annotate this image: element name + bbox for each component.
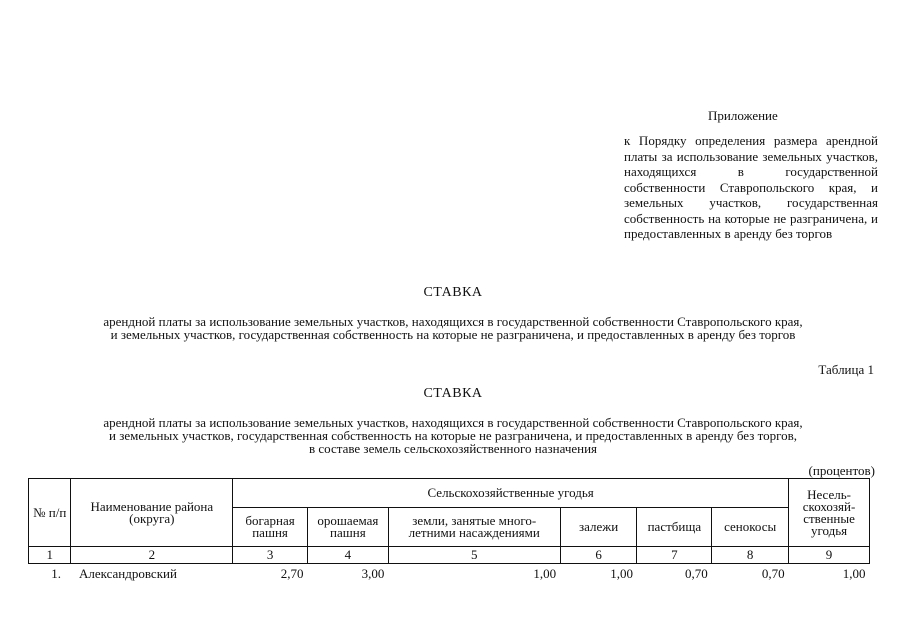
section1-heading: СТАВКА [423,285,483,300]
cell-fallow: 1,00 [610,566,633,581]
header-pastures: пастбища [637,508,712,547]
column-number-row [29,547,870,564]
column-number: 7 [637,547,712,564]
cell-non-agri: 1,00 [842,566,866,581]
column-number: 6 [560,547,637,564]
column-number: 1 [29,547,71,564]
row-index: 1. [51,566,61,581]
header-agri-group: Сельскохозяйственные угодья [233,479,789,508]
header-fallow: залежи [560,508,637,547]
cell-hayfields: 0,70 [761,566,785,581]
cell-perennial: 1,00 [533,566,557,581]
units-label: (процентов) [808,463,875,478]
section2-line1: арендной платы за использование земельных участков, находящихся в государственной собственности Ставропольского края, [103,415,803,430]
section1-line2: и земельных участков, государственная собственность на которые не разграничена, и предоставленных в аренду без торгов [110,327,796,342]
table-label: Таблица 1 [818,362,874,377]
cell-pastures: 0,70 [685,566,708,581]
column-number: 4 [307,547,388,564]
row-district: Александровский [78,566,177,581]
table-row [29,564,870,581]
header-dry-arable: богарная пашня [233,508,308,547]
header-non-agri: Несель- скохозяй- ственные угодья [789,479,870,547]
header-row-1 [29,479,870,508]
section2-line2: и земельных участков, государственная собственность на которые не разграничена, и предоставленных в аренду без торгов, [108,428,798,443]
appendix-text: к Порядку определения размера арендной платы за использование земельных участков, находящихся в государственной собственности Ставропольского края, и земельных участков, государственная собственность на которые не разграничена, и предоставленных в аренду без торгов [624,133,878,241]
section1-description [28,315,878,341]
column-number: 2 [71,547,233,564]
section1-line1: арендной платы за использование земельных участков, находящихся в государственной собственности Ставропольского края, [103,314,803,329]
header-number: № п/п [29,479,71,547]
section2-heading: СТАВКА [423,386,483,401]
appendix-title: Приложение [708,108,778,123]
header-hayfields: сенокосы [712,508,789,547]
header-district: Наименование района (округа) [71,479,233,547]
column-number: 5 [388,547,560,564]
column-number: 3 [233,547,308,564]
section2-description [28,416,878,455]
header-irrigated-arable: орошаемая пашня [307,508,388,547]
cell-irrigated-arable: 3,00 [361,566,385,581]
header-perennial: земли, занятые много- летними насаждениями [388,508,560,547]
section2-line3: в составе земель сельскохозяйственного назначения [308,441,598,456]
column-number: 9 [789,547,870,564]
cell-dry-arable: 2,70 [280,566,304,581]
column-number: 8 [712,547,789,564]
rates-table [28,478,870,580]
